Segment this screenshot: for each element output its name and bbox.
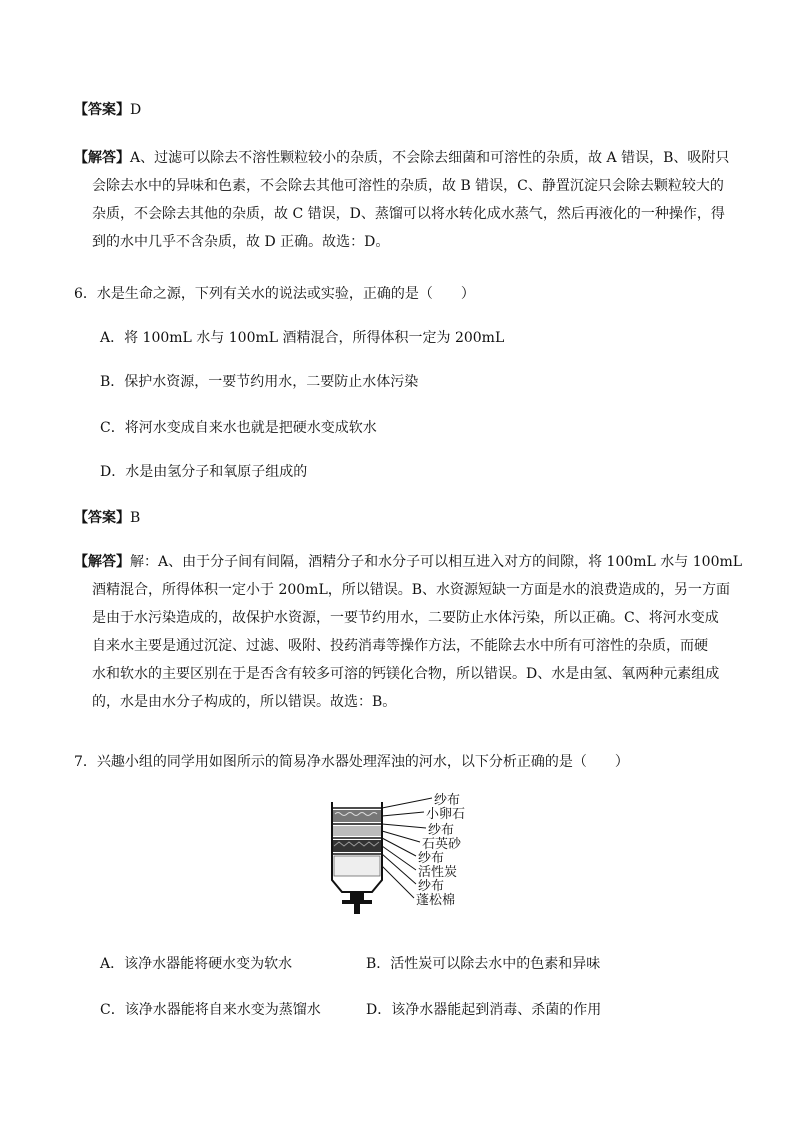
explanation-5-line-3: 杂质，不会除去其他的杂质，故 C 错误，D、蒸馏可以将水转化成水蒸气，然后再液化的一种操作，得 [92,206,725,222]
answer-value: B [130,510,141,526]
question-7-option-c: C．该净水器能将自来水变为蒸馏水 [100,1002,321,1018]
question-7-stem: 7．兴趣小组的同学用如图所示的简易净水器处理浑浊的河水，以下分析正确的是（ ） [74,754,629,770]
question-6-stem: 6．水是生命之源，下列有关水的说法或实验，正确的是（ ） [74,286,475,302]
question-7-option-d: D．该净水器能起到消毒、杀菌的作用 [366,1002,602,1018]
explanation-6-line-3: 是由于水污染造成的，故保护水资源，一要节约用水，二要防止水体污染，所以正确。C、将河水变成 [92,610,719,626]
layer-cotton [334,856,380,876]
answer-6 [74,508,140,528]
explanation-6-line-5: 水和软水的主要区别在于是否含有较多可溶的钙镁化合物，所以错误。D、水是由氢、氧两种元素组成 [92,666,720,682]
figure-label-pebbles: 小卵石 [426,807,466,822]
answer-label: 【答案】 [74,102,130,118]
question-6-option-a: A．将 100mL 水与 100mL 酒精混合，所得体积一定为 200mL [100,330,505,346]
question-6-option-c: C．将河水变成自来水也就是把硬水变成软水 [100,420,377,436]
explanation-5-line-4: 到的水中几乎不含杂质，故 D 正确。故选：D。 [92,234,390,250]
explanation-6-line-4: 自来水主要是通过沉淀、过滤、吸附、投药消毒等操作方法，不能除去水中所有可溶性的杂质，而硬 [92,638,708,654]
layer-pebbles [333,810,381,822]
explanation-5-line-2: 会除去水中的异味和色素，不会除去其他可溶性的杂质，故 B 错误，C、静置沉淀只会除去颗粒较大的 [92,178,724,194]
figure-label-gauze-4: 纱布 [418,879,445,894]
figure-label-gauze-1: 纱布 [434,793,461,808]
answer-label: 【答案】 [74,510,130,526]
question-6-option-b: B．保护水资源，一要节约用水，二要防止水体污染 [100,374,419,390]
explanation-label: 【解答】 [74,554,130,570]
explanation-6-line-6: 的，水是由水分子构成的，所以错误。故选：B。 [92,694,397,710]
answer-value: D [130,102,142,118]
question-6-option-d: D．水是由氢分子和氧原子组成的 [100,464,308,480]
figure-label-activated-carbon: 活性炭 [418,865,458,880]
figure-label-cotton: 蓬松棉 [416,893,456,908]
figure-label-quartz-sand: 石英砂 [422,837,462,852]
water-filter-figure [330,790,500,920]
explanation-label: 【解答】 [74,150,130,166]
answer-5 [74,100,141,120]
question-7-option-a: A．该净水器能将硬水变为软水 [100,956,293,972]
water-filter-diagram [330,790,500,920]
figure-label-gauze-3: 纱布 [418,851,445,866]
explanation-6-line-1: 【解答】解：A、由于分子间有间隔，酒精分子和水分子可以相互进入对方的间隙，将 100mL 水与 100mL [74,554,743,570]
filter-outlet [350,892,364,900]
figure-label-gauze-2: 纱布 [428,823,455,838]
question-7-option-b: B．活性炭可以除去水中的色素和异味 [366,956,601,972]
layer-quartz-sand [333,826,381,836]
explanation-5-line-1: 【解答】A、过滤可以除去不溶性颗粒较小的杂质，不会除去细菌和可溶性的杂质，故 A 错误，B、吸附只 [74,150,730,166]
explanation-6-line-2: 酒精混合，所得体积一定小于 200mL，所以错误。B、水资源短缺一方面是水的浪费造成的，另一方面 [92,582,731,598]
